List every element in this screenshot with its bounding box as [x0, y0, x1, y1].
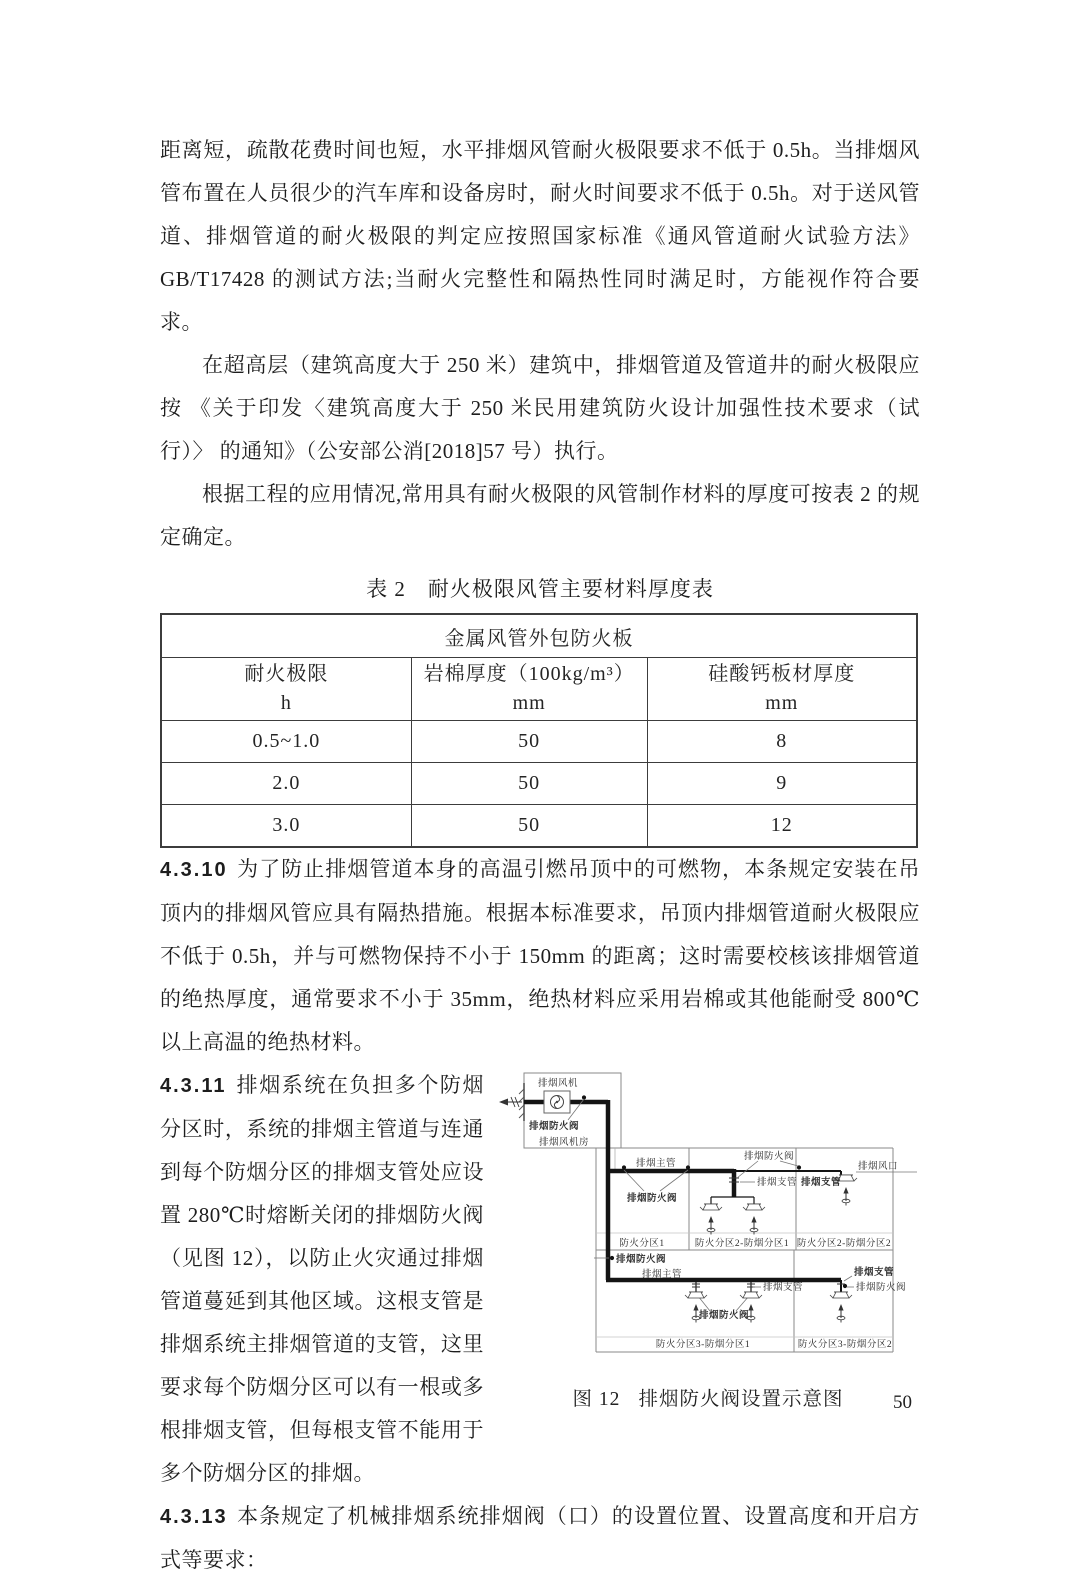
table-cell: 50: [411, 763, 647, 805]
table-cell: 12: [647, 805, 917, 848]
zone-label: 防火分区2-防烟分区1: [694, 1239, 790, 1249]
section-text: 为了防止排烟管道本身的高温引燃吊顶中的可燃物，本条规定安装在吊顶内的排烟风管应具有隔热措施。根据本标准要求，吊顶内排烟管道耐火极限应不低于 0.5h，并与可燃物保持不小于 150mm 的距离；这时需要校核该排烟管道的绝热厚度，通常要求不小于 35mm，绝热材料应采用岩棉或其他能耐受 800℃以上高温的绝热材料。: [160, 857, 920, 1054]
fan-damper-label: 排烟防火阀: [528, 1122, 580, 1132]
table-cell: 9: [647, 763, 917, 805]
damper-label: 排烟防火阀: [698, 1311, 750, 1321]
paragraph-continuation: 距离短，疏散花费时间也短，水平排烟风管耐火极限要求不低于 0.5h。当排烟风管布置在人员很少的汽车库和设备房时，耐火时间要求不低于 0.5h。对于送风管道、排烟管道的耐火极限的判定应按照国家标准《通风管道耐火试验方法》GB/T17428 的测试方法;当耐火完整性和隔热性同时满足时，方能视作符合要求。: [160, 138, 920, 334]
section-number: 4.3.10: [160, 859, 228, 881]
damper-label: 排烟防火阀: [743, 1152, 795, 1162]
table-cell: 3.0: [161, 805, 411, 848]
paragraph-superhighrise: 在超高层（建筑高度大于 250 米）建筑中，排烟管道及管道井的耐火极限应按 《关于印发〈建筑高度大于 250 米民用建筑防火设计加强性技术要求（试行）〉 的通知》（公安部公消[2018]57 号）执行。: [160, 353, 920, 463]
column-header: 硅酸钙板材厚度 mm: [647, 658, 917, 721]
damper-label: 排烟防火阀: [616, 1255, 667, 1265]
zone-label: 防火分区2-防烟分区2: [796, 1239, 892, 1249]
section-text: 排烟系统在负担多个防烟分区时，系统的排烟主管道与连通到每个防烟分区的排烟支管处应设置 280℃时熔断关闭的排烟防火阀（见图 12），以防止火灾通过排烟管道蔓延到其他区域。这根支管是排烟系统主排烟管道的支管，这里要求每个防烟分区可以有一根或多根排烟支管，但每根支管不能用于多个防烟分区的排烟。: [160, 1073, 484, 1485]
branch-duct-label: 排烟支管: [757, 1178, 798, 1188]
section-number: 4.3.13: [160, 1506, 228, 1528]
figure-caption-text: 排烟防火阀设置示意图: [638, 1389, 844, 1410]
paragraph-table-intro: 根据工程的应用情况,常用具有耐火极限的风管制作材料的厚度可按表 2 的规定确定。: [160, 482, 920, 549]
table-row: [161, 721, 917, 763]
figure-12: [496, 1070, 920, 1452]
table-cell: 8: [647, 721, 917, 763]
zone-label: 防火分区3-防烟分区2: [797, 1340, 893, 1350]
section-4-3-13: [160, 1495, 920, 1582]
fan-icon: [544, 1091, 570, 1113]
fan-label: 排烟风机: [537, 1079, 579, 1089]
discharge-arrow-icon: [499, 1097, 522, 1107]
zone-label: 防火分区1: [619, 1239, 665, 1249]
section-text: 本条规定了机械排烟系统排烟阀（口）的设置位置、设置高度和开启方式等要求：: [160, 1504, 920, 1572]
fan-room-label: 排烟风机房: [538, 1138, 590, 1148]
main-duct-label: 排烟主管: [641, 1270, 683, 1280]
section-4-3-10: [160, 848, 920, 1064]
table-cell: 2.0: [161, 763, 411, 805]
table-cell: 50: [411, 721, 647, 763]
smoke-damper-diagram: [496, 1070, 920, 1362]
table-merged-header: 金属风管外包防火板: [161, 614, 917, 658]
branch-duct-label: 排烟支管: [801, 1178, 842, 1188]
thickness-table: [160, 613, 918, 848]
table-row: [161, 805, 917, 848]
branch-duct-label: 排烟支管: [763, 1283, 804, 1293]
table-row: [161, 763, 917, 805]
table-row: [161, 614, 917, 658]
content-area: [160, 129, 920, 1582]
zone-label: 防火分区3-防烟分区1: [655, 1340, 751, 1350]
damper-label: 排烟防火阀: [856, 1283, 907, 1293]
branch-duct-label: 排烟支管: [854, 1268, 895, 1278]
section-number: 4.3.11: [160, 1075, 227, 1097]
figure-caption: [496, 1378, 920, 1421]
figure-number: 图 12: [572, 1389, 621, 1410]
main-duct-label: 排烟主管: [635, 1159, 677, 1169]
outlet-label: 排烟风口: [858, 1162, 899, 1172]
section-4-3-11: [160, 1064, 920, 1495]
column-header: 耐火极限 h: [161, 658, 411, 721]
page-number: 50: [893, 1392, 912, 1413]
diagram-labels: [528, 1077, 906, 1350]
damper-label: 排烟防火阀: [626, 1194, 678, 1204]
table-cell: 0.5~1.0: [161, 721, 411, 763]
table-row: [161, 658, 917, 721]
column-header: 岩棉厚度（100kg/m³） mm: [411, 658, 647, 721]
table-title: 表 2 耐火极限风管主要材料厚度表: [366, 577, 714, 601]
table-cell: 50: [411, 805, 647, 848]
